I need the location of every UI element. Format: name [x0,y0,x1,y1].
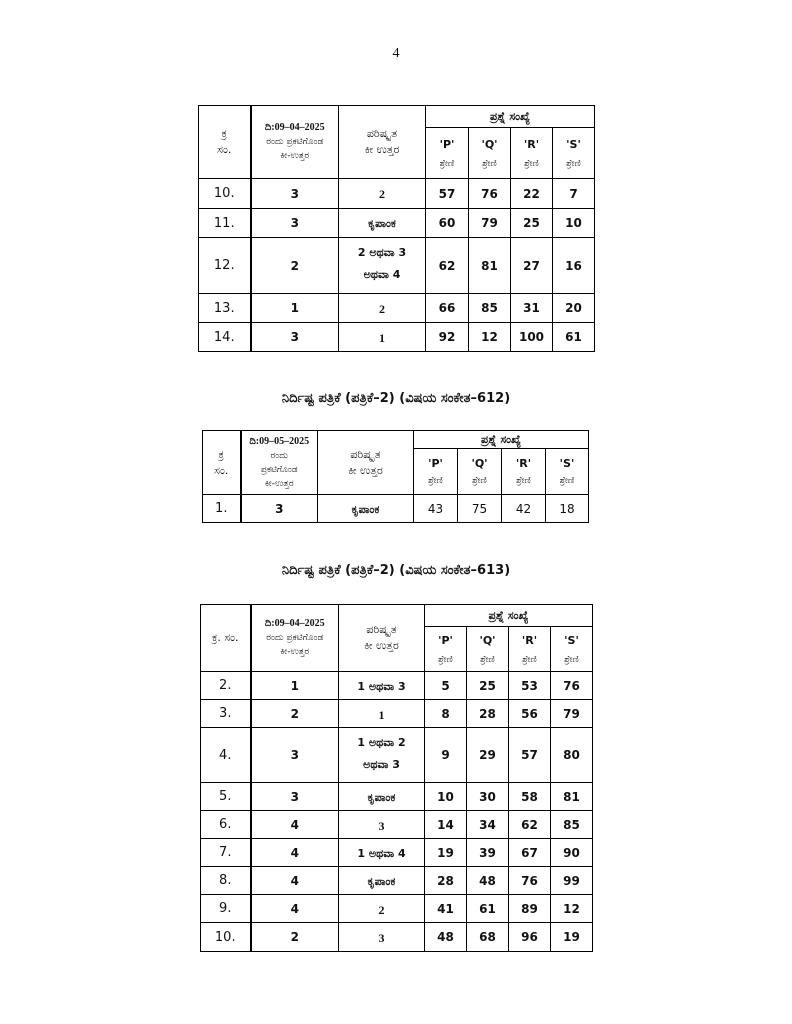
series-q: 'Q' ಶ್ರೇಣಿ [469,128,511,179]
table-row: 9. 4 2 41 61 89 12 [201,895,593,923]
section-heading-613: ನಿರ್ದಿಷ್ಟ ಪತ್ರಿಕೆ (ಪತ್ರಿಕೆ–2) (ವಿಷಯ ಸಂಕೇತ–613) [281,563,511,578]
table-row: 3. 2 1 8 28 56 79 [201,700,593,728]
series-r: 'R' ಶ್ರೇಣಿ [502,449,546,495]
header-original-answer: ದಿ:09–05–2025 ರಂದು ಪ್ರಕಟಿಗೊಂಡ ಕೀ-ಉತ್ತರ [241,431,318,495]
series-q: 'Q' ಶ್ರೇಣಿ [467,627,509,672]
header-sl-no: ಕ್ರ ಸಂ. [199,106,251,179]
table-row: 2. 1 1 ಅಥವಾ 3 5 25 53 76 [201,672,593,700]
header-sl-no: ಕ್ರ. ಸಂ. [201,605,251,672]
table-row: 12. 2 2 ಅಥವಾ 3 ಅಥವಾ 4 62 81 27 16 [199,238,595,294]
answer-key-table-3 [200,604,593,952]
table-row: 5. 3 ಕೃಪಾಂಕ 10 30 58 81 [201,783,593,811]
header-revised-answer: ಪರಿಷ್ಕೃತ ಕೀ ಉತ್ತರ [318,431,414,495]
header-original-answer: ದಿ:09–04–2025 ರಂದು ಪ್ರಕಟಿಗೊಂಡ ಕೀ-ಉತ್ತರ [251,605,339,672]
series-p: 'P' ಶ್ರೇಣಿ [426,128,469,179]
table-row: 10. 2 3 48 68 96 19 [201,923,593,952]
header-original-answer: ದಿ:09–04–2025 ರಂದು ಪ್ರಕಟಿಗೊಂಡ ಕೀ-ಉತ್ತರ [251,106,339,179]
header-sl-no: ಕ್ರ ಸಂ. [203,431,241,495]
series-s: 'S' ಶ್ರೇಣಿ [553,128,595,179]
answer-key-table-1 [198,105,595,352]
header-question-number: ಪ್ರಶ್ನೆ ಸಂಖ್ಯೆ [414,431,589,449]
table-row: 8. 4 ಕೃಪಾಂಕ 28 48 76 99 [201,867,593,895]
series-p: 'P' ಶ್ರೇಣಿ [425,627,467,672]
table-row: 1. 3 ಕೃಪಾಂಕ 43 75 42 18 [203,495,589,523]
series-r: 'R' ಶ್ರೇಣಿ [509,627,551,672]
series-p: 'P' ಶ್ರೇಣಿ [414,449,458,495]
table-row: 14. 3 1 92 12 100 61 [199,323,595,352]
page-number: 4 [392,46,400,61]
section-heading-612: ನಿರ್ದಿಷ್ಟ ಪತ್ರಿಕೆ (ಪತ್ರಿಕೆ–2) (ವಿಷಯ ಸಂಕೇತ–612) [281,391,511,406]
table-row: 4. 3 1 ಅಥವಾ 2 ಅಥವಾ 3 9 29 57 80 [201,728,593,783]
header-question-number: ಪ್ರಶ್ನೆ ಸಂಖ್ಯೆ [425,605,593,627]
series-s: 'S' ಶ್ರೇಣಿ [551,627,593,672]
header-revised-answer: ಪರಿಷ್ಕೃತ ಕೀ ಉತ್ತರ [339,106,426,179]
header-revised-answer: ಪರಿಷ್ಕೃತ ಕೀ ಉತ್ತರ [339,605,425,672]
header-question-number: ಪ್ರಶ್ನೆ ಸಂಖ್ಯೆ [426,106,595,128]
table-row: 11. 3 ಕೃಪಾಂಕ 60 79 25 10 [199,209,595,238]
table-row: 10. 3 2 57 76 22 7 [199,179,595,209]
series-s: 'S' ಶ್ರೇಣಿ [546,449,589,495]
series-q: 'Q' ಶ್ರೇಣಿ [458,449,502,495]
series-r: 'R' ಶ್ರೇಣಿ [511,128,553,179]
table-row: 6. 4 3 14 34 62 85 [201,811,593,839]
table-row: 13. 1 2 66 85 31 20 [199,294,595,323]
table-row: 7. 4 1 ಅಥವಾ 4 19 39 67 90 [201,839,593,867]
answer-key-table-2 [202,430,589,523]
